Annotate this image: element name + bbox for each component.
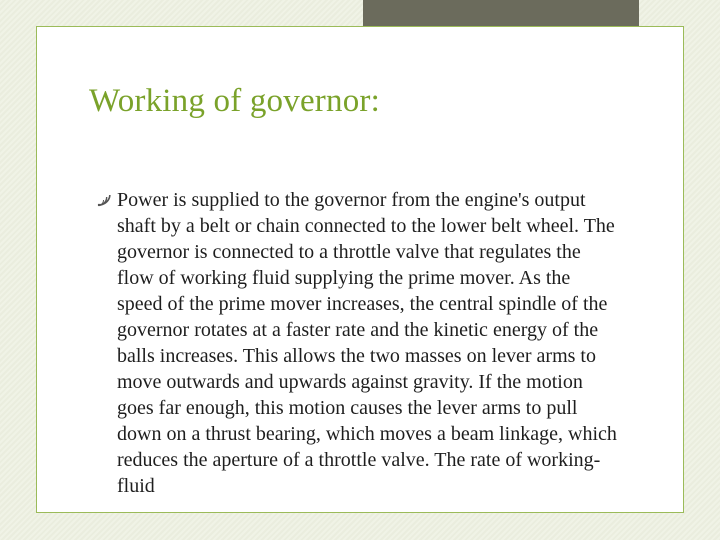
slide-title: Working of governor: bbox=[89, 83, 380, 119]
slide-content-frame bbox=[36, 26, 684, 513]
bullet-text: Power is supplied to the governor from the engine's output shaft by a belt or chain connected to the lower belt wheel. The governor is connected to a throttle valve that regulates the flow of working fluid supplying the prime mover. As the speed of the prime mover increases, the central spindle of the governor rotates at a faster rate and the kinetic energy of the balls increases. This allows the two masses on lever arms to move outwards and upwards against gravity. If the motion goes far enough, this motion causes the lever arms to pull down on a thrust bearing, which moves a beam linkage, which reduces the aperture of a throttle valve. The rate of working-fluid bbox=[117, 189, 617, 497]
wifi-signal-icon bbox=[97, 195, 113, 207]
bullet-item bbox=[97, 187, 617, 499]
bullet-list bbox=[97, 187, 617, 499]
